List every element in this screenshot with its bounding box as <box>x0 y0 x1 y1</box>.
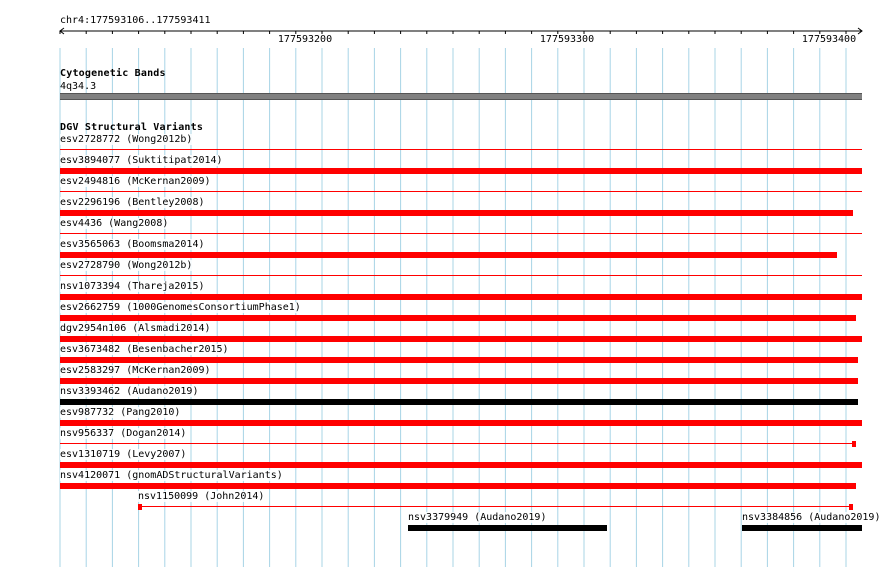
dgv-feature-label[interactable]: esv3673482 (Besenbacher2015) <box>60 344 229 355</box>
dgv-feature-bar[interactable] <box>60 462 862 468</box>
dgv-track-title[interactable]: DGV Structural Variants <box>60 122 204 133</box>
dgv-feature-bar[interactable] <box>138 506 853 507</box>
cytoband-track-title[interactable]: Cytogenetic Bands <box>60 68 166 79</box>
dgv-feature-bar[interactable] <box>60 378 858 384</box>
dgv-feature-bar[interactable] <box>60 483 856 489</box>
dgv-feature-label[interactable]: esv987732 (Pang2010) <box>60 407 181 418</box>
tick-label-177593200: 177593200 <box>277 34 333 45</box>
dgv-feature-label[interactable]: nsv1150099 (John2014) <box>138 491 265 502</box>
dgv-feature-bar[interactable] <box>60 252 837 258</box>
dgv-feature-label[interactable]: esv3894077 (Suktitipat2014) <box>60 155 223 166</box>
dgv-feature-label[interactable]: nsv3379949 (Audano2019) <box>408 512 547 523</box>
cytoband-bar[interactable] <box>60 93 862 100</box>
tick-label-177593400: 177593400 <box>801 34 857 45</box>
ruler-axis[interactable] <box>0 24 890 48</box>
dgv-feature-bar[interactable] <box>60 168 862 174</box>
dgv-feature-label[interactable]: esv2728772 (Wong2012b) <box>60 134 193 145</box>
dgv-feature-bar[interactable] <box>60 233 862 234</box>
dgv-feature-label[interactable]: nsv3384856 (Audano2019) <box>742 512 881 523</box>
dgv-feature-label[interactable]: dgv2954n106 (Alsmadi2014) <box>60 323 211 334</box>
dgv-feature-bar[interactable] <box>60 399 858 405</box>
dgv-feature-bar[interactable] <box>60 210 853 216</box>
dgv-feature-bar[interactable] <box>60 336 862 342</box>
dgv-feature-bar[interactable] <box>60 191 862 192</box>
dgv-feature-label[interactable]: esv2494816 (McKernan2009) <box>60 176 211 187</box>
dgv-feature-label[interactable]: esv2296196 (Bentley2008) <box>60 197 205 208</box>
dgv-feature-start-cap[interactable] <box>138 504 142 510</box>
dgv-feature-bar[interactable] <box>742 525 862 531</box>
dgv-feature-label[interactable]: esv1310719 (Levy2007) <box>60 449 187 460</box>
dgv-feature-bar[interactable] <box>60 275 862 276</box>
ruler-title: chr4:177593106..177593411 <box>60 15 211 26</box>
dgv-feature-label[interactable]: esv4436 (Wang2008) <box>60 218 169 229</box>
dgv-feature-bar[interactable] <box>60 443 856 444</box>
dgv-feature-label[interactable]: esv2662759 (1000GenomesConsortiumPhase1) <box>60 302 301 313</box>
tick-label-177593300: 177593300 <box>539 34 595 45</box>
dgv-feature-end-cap[interactable] <box>852 441 856 447</box>
dgv-feature-label[interactable]: esv2728790 (Wong2012b) <box>60 260 193 271</box>
dgv-feature-end-cap[interactable] <box>849 504 853 510</box>
dgv-feature-label[interactable]: esv3565063 (Boomsma2014) <box>60 239 205 250</box>
dgv-feature-bar[interactable] <box>60 420 862 426</box>
dgv-feature-label[interactable]: nsv1073394 (Thareja2015) <box>60 281 205 292</box>
dgv-feature-label[interactable]: nsv3393462 (Audano2019) <box>60 386 199 397</box>
dgv-feature-bar[interactable] <box>60 315 856 321</box>
dgv-feature-label[interactable]: esv2583297 (McKernan2009) <box>60 365 211 376</box>
dgv-feature-bar[interactable] <box>60 149 862 150</box>
dgv-feature-bar[interactable] <box>60 294 862 300</box>
dgv-feature-bar[interactable] <box>408 525 607 531</box>
cytoband-label[interactable]: 4q34.3 <box>60 81 97 92</box>
dgv-feature-label[interactable]: nsv4120071 (gnomADStructuralVariants) <box>60 470 283 481</box>
dgv-feature-bar[interactable] <box>60 357 858 363</box>
dgv-feature-label[interactable]: nsv956337 (Dogan2014) <box>60 428 187 439</box>
